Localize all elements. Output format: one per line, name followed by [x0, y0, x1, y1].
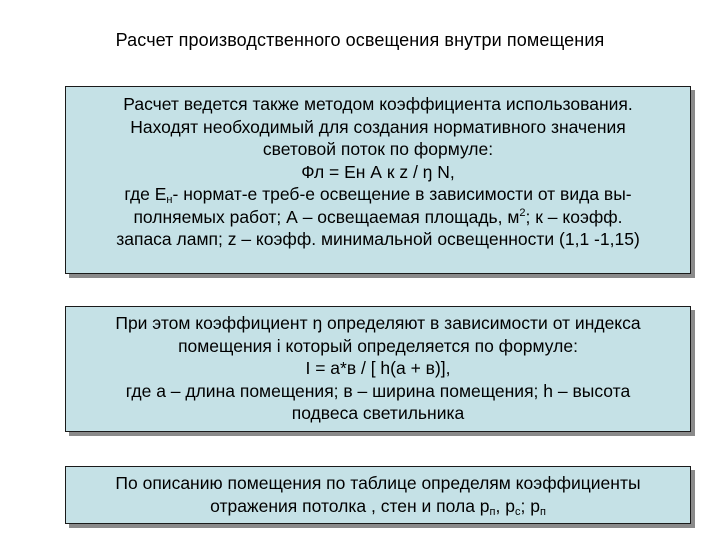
walls-subscript: с [514, 505, 521, 518]
text-box-reflection [65, 466, 691, 524]
floor-subscript: п [539, 505, 546, 518]
box1-line-1: Расчет ведется также методом коэффициента использования. [123, 94, 633, 114]
box1-line-6-text-a: полняемых работ; А – освещаемая площадь, м [133, 206, 520, 227]
box1-line-5 [66, 183, 690, 206]
box2-line-2: помещения i который определяется по формуле: [178, 335, 578, 356]
luminous-flux-formula: Фл = Ен А к z / ŋ N, [301, 161, 455, 182]
box1-line-2: Находят необходимый для создания нормативного значения [130, 116, 626, 137]
box2-line-1: При этом коэффициент ŋ определяют в зависимости от индекса [115, 313, 641, 333]
box3-line-2-text-a: отражения потолка , стен и пола р [210, 495, 490, 516]
box3-line-1: По описанию помещения по таблице определям коэффициенты [115, 473, 641, 493]
box1-line-3: световой поток по формуле: [262, 139, 494, 159]
box3-line-2-text-c: ; р [520, 495, 540, 516]
box1-line-6-superscript: 2 [519, 206, 526, 219]
box1-line-5-text-b: - нормат-е треб-е освещение в зависимости от вида вы- [172, 184, 632, 204]
box1-line-5-text-a: где Е [124, 184, 167, 204]
box2-line-4: где а – длина помещения; в – ширина помещения; h – высота [125, 380, 631, 401]
slide-title: Расчет производственного освещения внутри помещения [115, 30, 605, 50]
room-index-formula: I = а*в / [ h(а + в)], [305, 358, 451, 378]
box3-line-2 [66, 495, 690, 518]
box2-line-5: подвеса светильника [291, 403, 465, 423]
text-box-method [65, 86, 691, 274]
box1-line-6-text-b: ; к – коэфф. [525, 206, 623, 227]
box1-line-6 [66, 206, 690, 229]
box3-line-2-text-b: , р [495, 495, 515, 516]
box1-line-5-subscript: н [166, 194, 173, 206]
box1-line-7: запаса ламп; z – коэфф. минимальной освещенности (1,1 -1,15) [116, 229, 640, 249]
ceiling-subscript: п [489, 505, 496, 518]
text-box-room-index [65, 306, 691, 432]
